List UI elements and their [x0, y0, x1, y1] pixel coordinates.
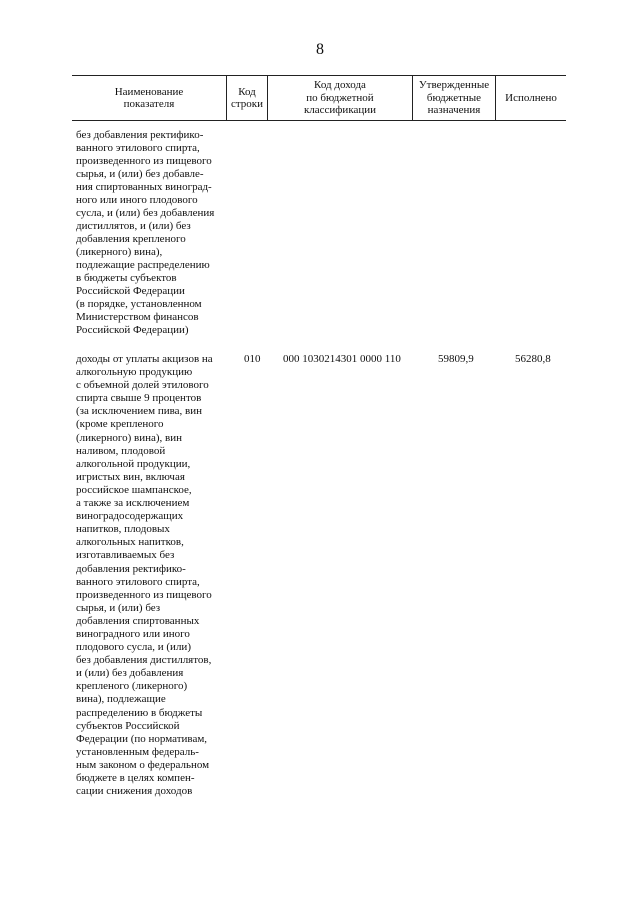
table-header [72, 75, 566, 121]
page-number: 8 [316, 41, 324, 58]
row-budget-classification-code: 000 1030214301 0000 110 [283, 353, 401, 365]
header-executed: Исполнено [505, 91, 557, 104]
header-approved-budget: Утвержденные бюджетные назначения [413, 76, 496, 120]
row-executed-amount: 56280,8 [515, 353, 551, 365]
row-indicator-name: доходы от уплаты акцизов на алкогольную продукцию с объемной долей этилового спирта свыше 9 процентов (за исключением пива, вин (кроме крепленого (ликерного) вина), вин наливом, плодовой алкогольной продукции, игристых вин, включая российское шампанское, а также за исключением виноградосодержащих напитков, плодовых алкогольных напитков, изготавливаемых без добавления ректифико- ванного этилового спирта, произведенного из пищевого сырья, и (или) без добавления спиртованных виноградного или иного плодового сусла, и (или) без добавления дистиллятов, и (или) без добавления крепленого (ликерного) вина), подлежащие распределению в бюджеты субъектов Российской Федерации (по нормативам, установленным федераль- ным законом о федеральном бюджете в целях компен- сации снижения доходов [76, 353, 213, 798]
continued-indicator-text: без добавления ректифико- ванного этилового спирта, произведенного из пищевого сырья, и (или) без добавле- ния спиртованных виноград- ного или иного плодового сусла, и (или) без добавления дистиллятов, и (или) без добавления крепленого (ликерного) вина), подлежащие распределению в бюджеты субъектов Российской Федерации (в порядке, установленном Министерством финансов Российской Федерации) [76, 129, 215, 336]
row-code: 010 [244, 353, 261, 365]
row-approved-amount: 59809,9 [438, 353, 474, 365]
header-row-code: Код строки [227, 76, 268, 120]
header-indicator-name: Наименование показателя [72, 76, 227, 120]
header-budget-classification-code: Код дохода по бюджетной классификации [268, 76, 413, 120]
